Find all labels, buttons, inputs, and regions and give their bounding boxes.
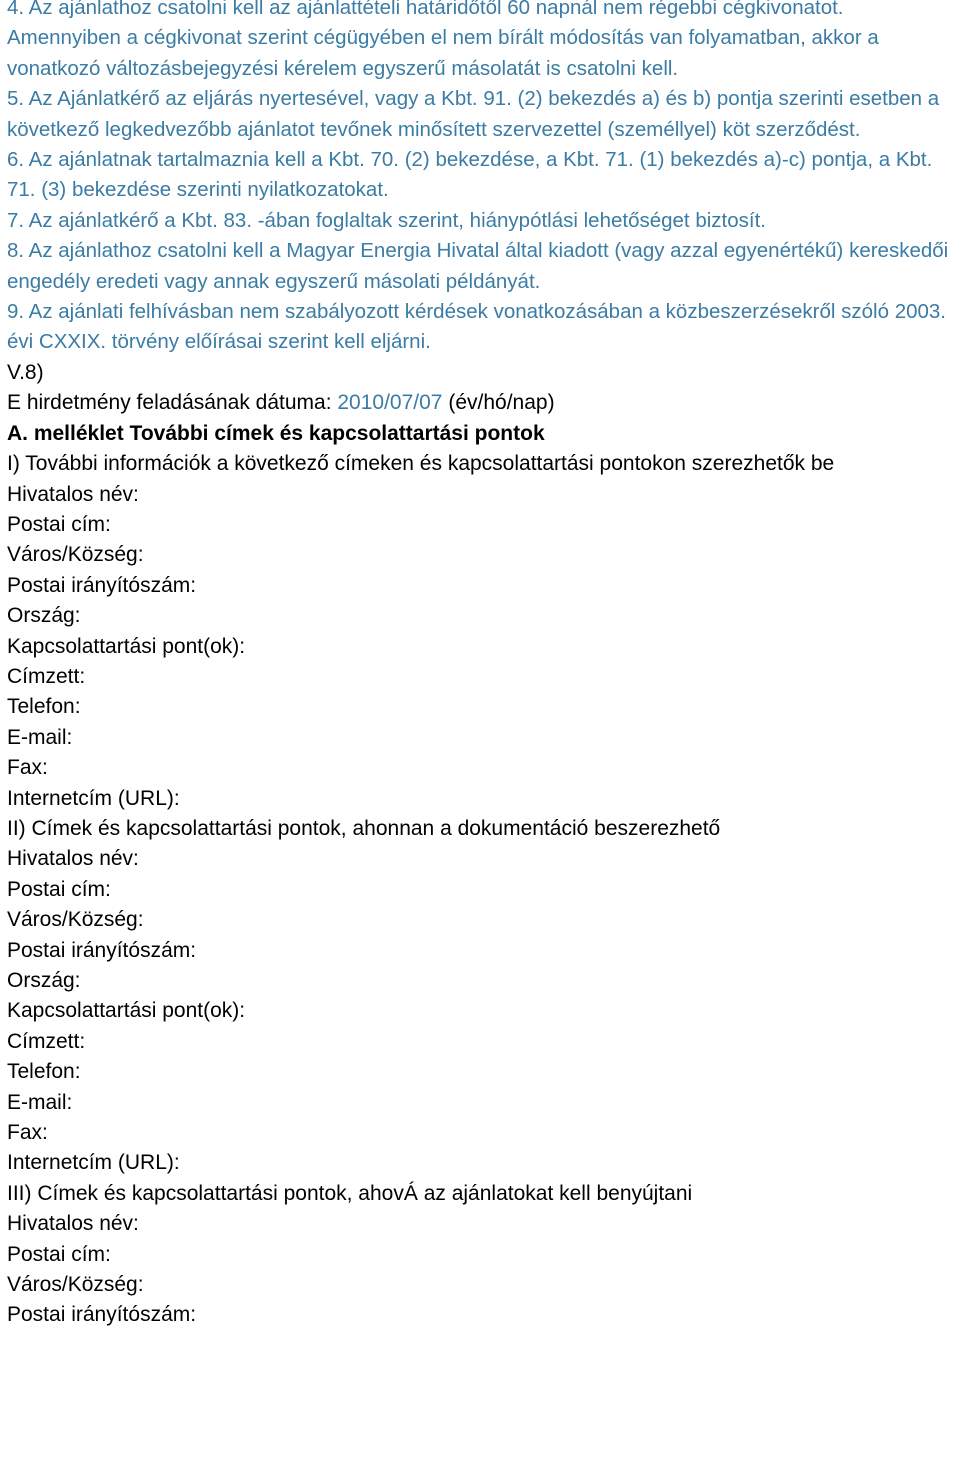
paragraph-8: 8. Az ajánlathoz csatolni kell a Magyar Energia Hivatal által kiadott (vagy azzal egyenértékű) kereskedői engedély eredeti vagy annak egyszerű másolati példányát. [7, 239, 949, 293]
section-I-field-addressee: Címzett: [7, 664, 86, 688]
paragraph-6: 6. Az ajánlatnak tartalmaznia kell a Kbt. 70. (2) bekezdése, a Kbt. 71. (1) bekezdés a)-c) pontja, a Kbt. 71. (3) bekezdése szerinti nyilatkozatokat. [7, 148, 933, 202]
section-I-field-official-name: Hivatalos név: [7, 482, 139, 506]
dispatch-date-format: (év/hó/nap) [448, 391, 555, 415]
section-II [7, 814, 954, 1179]
section-II-heading: II) Címek és kapcsolattartási pontok, ahonnan a dokumentáció beszerezhető [7, 816, 721, 840]
section-II-field-contact-points: Kapcsolattartási pont(ok): [7, 999, 246, 1023]
section-I-field-country: Ország: [7, 604, 81, 628]
section-I-field-postal-code: Postai irányítószám: [7, 573, 197, 597]
section-II-field-fax: Fax: [7, 1121, 48, 1145]
section-II-field-addressee: Címzett: [7, 1029, 86, 1053]
section-I-field-fax: Fax: [7, 756, 48, 780]
section-III-field-postal-code: Postai irányítószám: [7, 1303, 197, 1327]
section-I-field-postal-address: Postai cím: [7, 512, 111, 536]
section-I-heading: I) További információk a következő címeken és kapcsolattartási pontokon szerezhetők be [7, 452, 835, 476]
section-II-field-official-name: Hivatalos név: [7, 847, 139, 871]
annex-title: A. melléklet További címek és kapcsolattartási pontok [7, 421, 545, 445]
section-II-field-country: Ország: [7, 969, 81, 992]
section-v8-label [7, 358, 954, 388]
dispatch-date-label: E hirdetmény feladásának dátuma: [7, 391, 332, 415]
section-III [7, 1179, 954, 1331]
section-II-field-town: Város/Község: [7, 908, 144, 932]
dispatch-date-line [7, 388, 954, 418]
section-I-field-town: Város/Község: [7, 543, 144, 567]
section-I [7, 449, 954, 814]
section-III-heading: III) Címek és kapcsolattartási pontok, ahovÁ az ajánlatokat kell benyújtani [7, 1181, 693, 1205]
section-II-field-phone: Telefon: [7, 1060, 81, 1084]
section-I-field-contact-points: Kapcsolattartási pont(ok): [7, 634, 246, 658]
paragraph-4: 4. Az ajánlathoz csatolni kell az ajánlattételi határidőtől 60 napnál nem régebbi cégkivonatot. Amennyiben a cégkivonat szerint cégügyében el nem bírált módosítás van folyamatban, akkor a vonatkozó változásbejegyzési kérelem egyszerű másolatát is csatolni kell. [7, 0, 879, 80]
section-I-field-url: Internetcím (URL): [7, 786, 180, 810]
section-I-field-email: E-mail: [7, 725, 73, 749]
section-v8-text: V.8) [7, 360, 44, 384]
dispatch-date-value: 2010/07/07 [337, 391, 443, 415]
paragraph-5: 5. Az Ajánlatkérő az eljárás nyertesével, vagy a Kbt. 91. (2) bekezdés a) és b) pontja szerinti esetben a következő legkedvezőbb ajánlatot tevőnek minősített szervezettel (személlyel) köt szerződést. [7, 87, 940, 141]
section-II-field-postal-code: Postai irányítószám: [7, 938, 197, 962]
section-III-field-postal-address: Postai cím: [7, 1242, 111, 1266]
section-II-field-postal-address: Postai cím: [7, 877, 111, 901]
paragraph-9: 9. Az ajánlati felhívásban nem szabályozott kérdések vonatkozásában a közbeszerzésekről szóló 2003. évi CXXIX. törvény előírásai szerint kell eljárni. [7, 300, 946, 354]
section-III-field-town: Város/Község: [7, 1273, 144, 1297]
section-I-field-phone: Telefon: [7, 695, 81, 719]
section-II-field-url: Internetcím (URL): [7, 1151, 180, 1175]
paragraph-7: 7. Az ajánlatkérő a Kbt. 83. -ában foglaltak szerint, hiánypótlási lehetőséget biztosít. [7, 208, 766, 232]
section-II-field-email: E-mail: [7, 1090, 73, 1114]
section-III-field-official-name: Hivatalos név: [7, 1212, 139, 1236]
